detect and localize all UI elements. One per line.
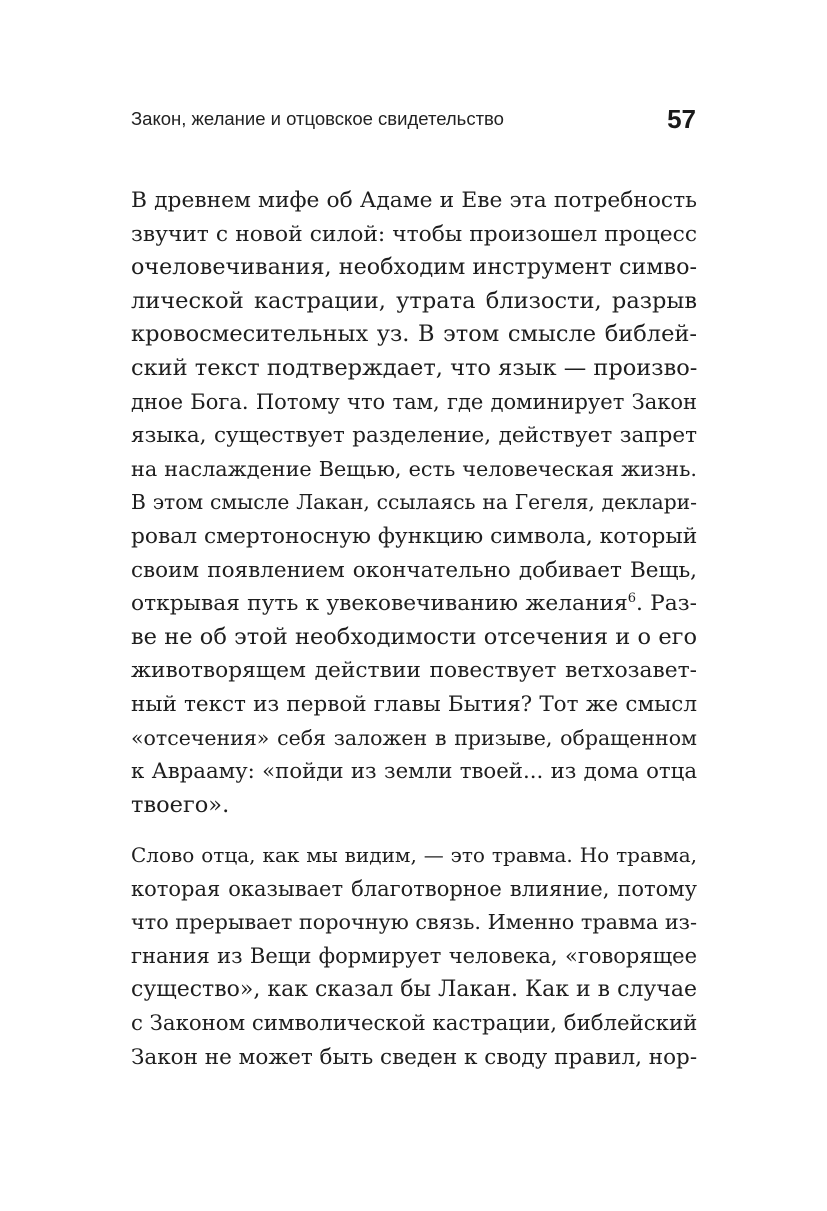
text-line: что прерывает порочную связь. Именно травма из- <box>131 910 697 935</box>
text-fragment: открывая путь к увековечиванию желания <box>131 591 628 617</box>
text-line: Слово отца, как мы видим, — это травма. Но травма, <box>131 843 697 867</box>
text-line: ве не об этой необходимости отсечения и о его <box>131 623 697 650</box>
paragraph-2 <box>131 839 697 1074</box>
text-line: животворящем действии повествует ветхозавет- <box>131 658 697 684</box>
text-line: дное Бога. Потому что там, где доминирует Закон <box>131 389 697 414</box>
text-line: лической кастрации, утрата близости, разрыв <box>131 287 697 314</box>
text-line: Закон не может быть сведен к своду правил, нор- <box>131 1044 698 1070</box>
text-line: которая оказывает благотворное влияние, потому <box>131 876 697 901</box>
text-line: В этом смысле Лакан, ссылаясь на Гегеля, деклари- <box>131 490 697 515</box>
text-line: своим появлением окончательно добивает Вещь, <box>131 557 697 583</box>
text-line: гнания из Вещи формирует человека, «говорящее <box>131 943 697 968</box>
text-line: В древнем мифе об Адаме и Еве эта потребность <box>131 188 697 213</box>
page-number: 57 <box>667 104 696 134</box>
running-head: Закон, желание и отцовское свидетельство <box>131 108 504 129</box>
text-line: ский текст подтверждает, что язык — произво- <box>131 354 698 381</box>
text-line: к Аврааму: «пойди из земли твоей... из дома отца <box>131 759 697 785</box>
text-line: существо», как сказал бы Лакан. Как и в случае <box>131 977 697 1003</box>
text-line: звучит с новой силой: чтобы произошел процесс <box>131 221 697 247</box>
text-line: «отсечения» себя заложен в призыве, обращенном <box>131 725 697 750</box>
footnote-reference[interactable]: 6 <box>627 590 637 606</box>
text-line: очеловечивания, необходим инструмент симво- <box>131 254 697 281</box>
paragraph-1 <box>131 184 697 822</box>
text-line: твоего». <box>131 791 230 818</box>
text-line: с Законом символической кастрации, библейский <box>131 1010 698 1036</box>
text-fragment: . Раз- <box>636 591 697 617</box>
text-line: кровосмесительных уз. В этом смысле библей- <box>131 321 697 348</box>
text-line: языка, существует разделение, действует запрет <box>131 423 697 449</box>
text-line-with-footnote <box>131 587 697 621</box>
text-line: ровал смертоносную функцию символа, который <box>131 523 698 549</box>
text-line: на наслаждение Вещью, есть человеческая жизнь. <box>131 456 697 481</box>
text-line: ный текст из первой главы Бытия? Тот же смысл <box>131 691 697 717</box>
